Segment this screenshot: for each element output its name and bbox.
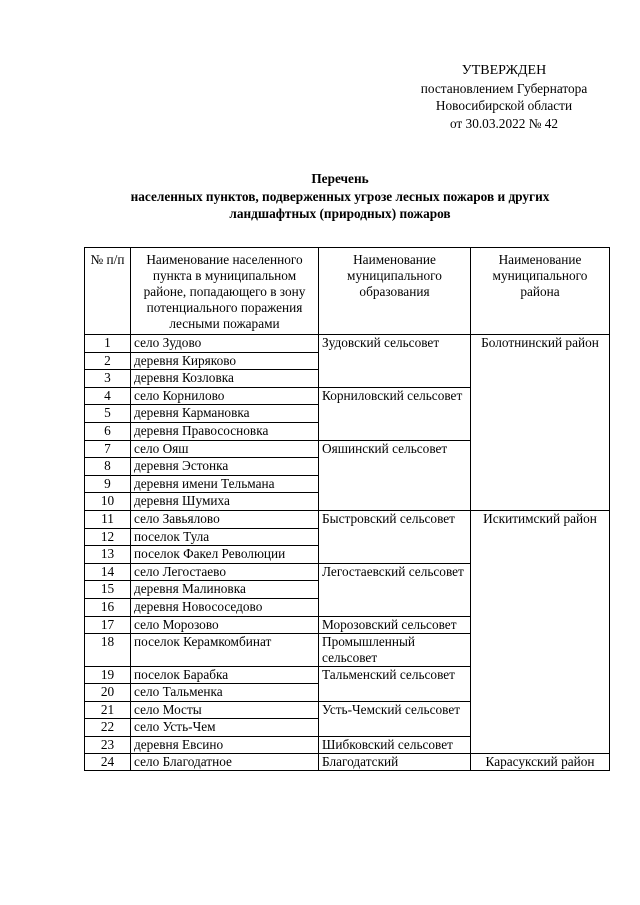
- header-municipality: Наименование муниципального образования: [319, 248, 471, 335]
- table-row: [85, 753, 610, 771]
- municipality-cell: Легостаевский сельсовет: [319, 563, 471, 616]
- row-settlement: село Тальменка: [131, 684, 319, 702]
- row-num: 20: [85, 684, 131, 702]
- municipality-cell: Благодатский: [319, 753, 471, 771]
- document-heading: [40, 170, 640, 223]
- row-num: 5: [85, 405, 131, 423]
- row-settlement: село Морозово: [131, 616, 319, 633]
- municipality-cell: Зудовский сельсовет: [319, 335, 471, 388]
- row-num: 24: [85, 753, 131, 771]
- table-row: [85, 510, 610, 528]
- approval-line-3: от 30.03.2022 № 42: [449, 115, 559, 131]
- heading-line-1: Перечень: [311, 171, 369, 186]
- district-cell: Болотнинский район: [471, 335, 610, 511]
- row-num: 14: [85, 563, 131, 581]
- row-settlement: деревня Киряково: [131, 352, 319, 370]
- row-num: 17: [85, 616, 131, 633]
- row-num: 13: [85, 546, 131, 564]
- row-settlement: село Завьялово: [131, 510, 319, 528]
- row-settlement: село Ояш: [131, 440, 319, 458]
- municipality-cell: Быстровский сельсовет: [319, 510, 471, 563]
- row-settlement: село Мосты: [131, 701, 319, 719]
- municipality-cell: Усть-Чемский сельсовет: [319, 701, 471, 736]
- row-settlement: деревня Малиновка: [131, 581, 319, 599]
- row-num: 15: [85, 581, 131, 599]
- row-num: 22: [85, 719, 131, 737]
- row-settlement: поселок Факел Революции: [131, 546, 319, 564]
- row-num: 10: [85, 493, 131, 511]
- row-settlement: деревня Шумиха: [131, 493, 319, 511]
- header-settlement: Наименование населенного пункта в муниципальном районе, попадающего в зону потенциального поражения лесными пожарами: [131, 248, 319, 335]
- header-district: Наименование муниципального района: [471, 248, 610, 335]
- municipality-cell: Корниловский сельсовет: [319, 387, 471, 440]
- row-settlement: деревня имени Тельмана: [131, 475, 319, 493]
- row-settlement: поселок Барабка: [131, 666, 319, 684]
- row-num: 11: [85, 510, 131, 528]
- row-settlement: село Легостаево: [131, 563, 319, 581]
- row-num: 19: [85, 666, 131, 684]
- approval-line-2: Новосибирской области: [435, 98, 573, 113]
- row-num: 1: [85, 335, 131, 353]
- municipality-cell: Ояшинский сельсовет: [319, 440, 471, 510]
- row-num: 8: [85, 458, 131, 476]
- row-settlement: деревня Козловка: [131, 370, 319, 388]
- approval-line-1: постановлением Губернатора: [420, 80, 588, 96]
- municipality-cell: Шибковский сельсовет: [319, 736, 471, 753]
- row-num: 16: [85, 598, 131, 616]
- row-settlement: деревня Новососедово: [131, 598, 319, 616]
- row-num: 4: [85, 387, 131, 405]
- municipality-cell: Тальменский сельсовет: [319, 666, 471, 701]
- row-settlement: село Благодатное: [131, 753, 319, 771]
- district-cell: Карасукский район: [471, 753, 610, 771]
- row-num: 18: [85, 633, 131, 666]
- header-num: № п/п: [85, 248, 131, 335]
- row-settlement: деревня Кармановка: [131, 405, 319, 423]
- heading-line-3: ландшафтных (природных) пожаров: [229, 206, 451, 221]
- row-settlement: село Усть-Чем: [131, 719, 319, 737]
- row-settlement: деревня Евсино: [131, 736, 319, 753]
- row-num: 2: [85, 352, 131, 370]
- row-num: 23: [85, 736, 131, 753]
- municipality-cell: Морозовский сельсовет: [319, 616, 471, 633]
- municipality-cell: Промышленный сельсовет: [319, 633, 471, 666]
- row-num: 9: [85, 475, 131, 493]
- row-num: 6: [85, 422, 131, 440]
- row-settlement: село Корнилово: [131, 387, 319, 405]
- row-num: 21: [85, 701, 131, 719]
- table-header-row: [85, 248, 610, 335]
- district-cell: Искитимский район: [471, 510, 610, 753]
- approval-title: УТВЕРЖДЕН: [461, 63, 547, 78]
- row-num: 12: [85, 528, 131, 546]
- row-settlement: село Зудово: [131, 335, 319, 353]
- row-num: 3: [85, 370, 131, 388]
- row-settlement: деревня Эстонка: [131, 458, 319, 476]
- approval-stamp: [395, 62, 613, 132]
- row-settlement: деревня Правососновка: [131, 422, 319, 440]
- row-num: 7: [85, 440, 131, 458]
- heading-line-2: населенных пунктов, подверженных угрозе лесных пожаров и других: [130, 188, 550, 204]
- row-settlement: поселок Керамкомбинат: [131, 633, 319, 666]
- row-settlement: поселок Тула: [131, 528, 319, 546]
- settlements-table: [84, 247, 610, 771]
- table-row: [85, 335, 610, 353]
